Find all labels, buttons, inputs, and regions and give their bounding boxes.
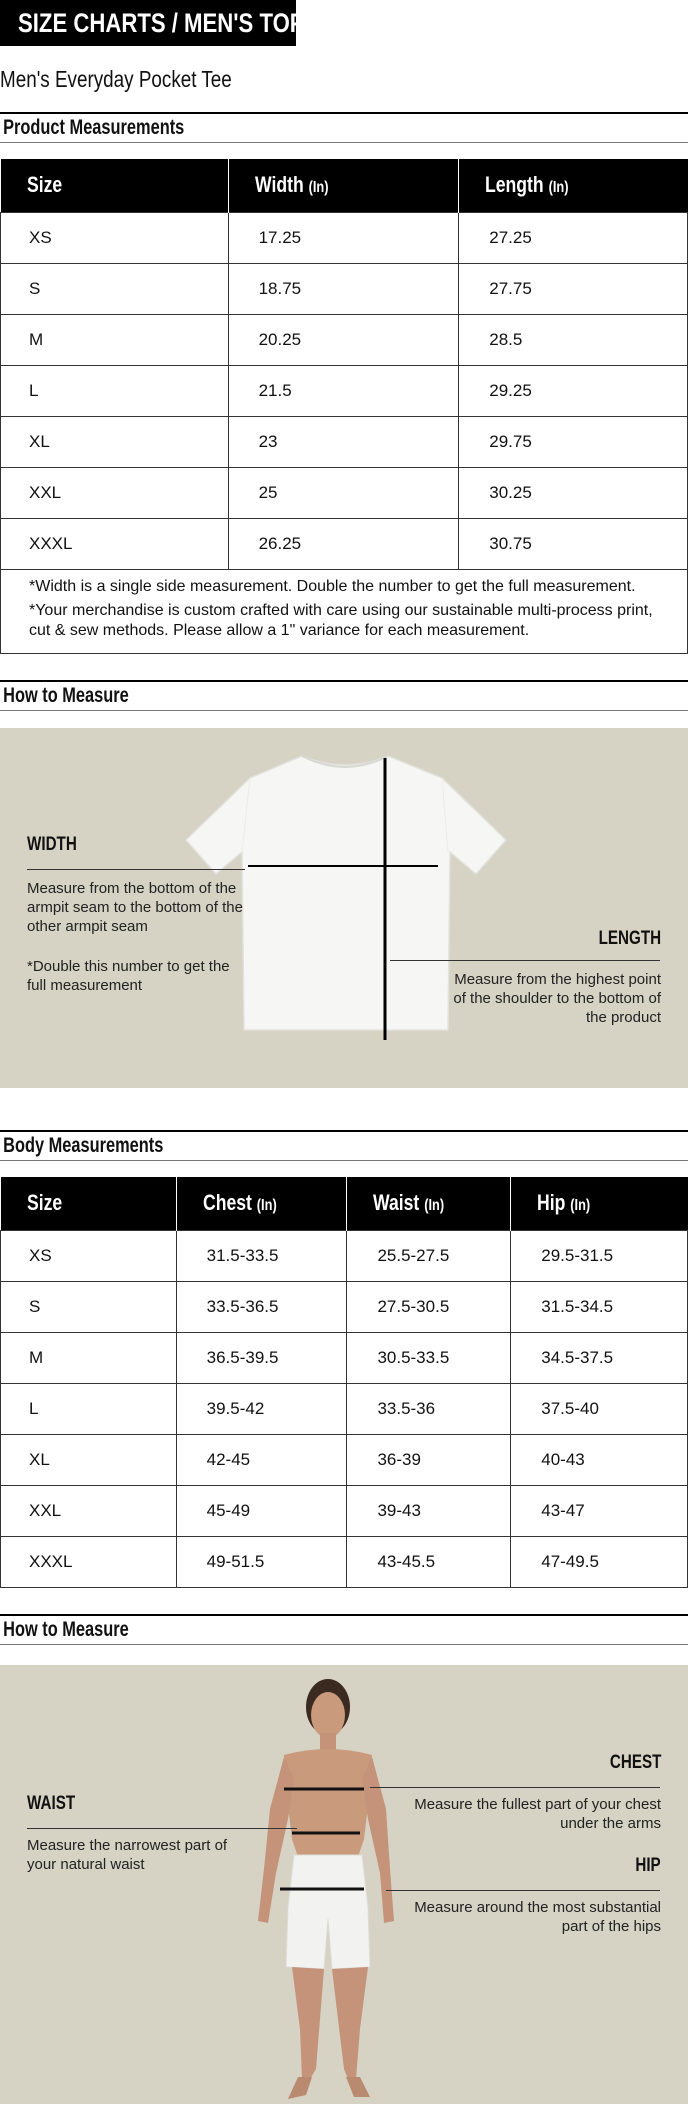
table-row (1, 365, 688, 416)
table-cell: 36-39 (347, 1434, 511, 1485)
measurement-notes (0, 569, 688, 654)
table-row (1, 518, 688, 569)
table-row (1, 1434, 688, 1485)
product-name: Men's Everyday Pocket Tee (0, 66, 232, 92)
table-cell: 29.75 (459, 416, 688, 467)
table-row (1, 212, 688, 263)
table-cell: 33.5-36.5 (176, 1281, 347, 1332)
tee-measure-panel (0, 728, 688, 1088)
how-to-measure-body-heading: How to Measure (0, 1614, 688, 1645)
table-cell: 39.5-42 (176, 1383, 347, 1434)
table-cell: 40-43 (511, 1434, 688, 1485)
table-cell: 49-51.5 (176, 1536, 347, 1587)
column-header-width: Width (In) (228, 159, 459, 212)
table-row (1, 1332, 688, 1383)
hip-label: HIP (635, 1855, 661, 1876)
table-cell: XXXL (1, 518, 229, 569)
table-cell: XS (1, 212, 229, 263)
table-row (1, 314, 688, 365)
table-cell: 25.5-27.5 (347, 1230, 511, 1281)
table-cell: 27.5-30.5 (347, 1281, 511, 1332)
table-cell: M (1, 314, 229, 365)
column-header-size: Size (1, 1177, 177, 1230)
table-cell: S (1, 1281, 177, 1332)
table-cell: 29.25 (459, 365, 688, 416)
table-cell: 18.75 (228, 263, 459, 314)
table-cell: 28.5 (459, 314, 688, 365)
how-to-measure-tee-heading: How to Measure (0, 680, 688, 711)
note-width: *Width is a single side measurement. Double the number to get the full measurement. (29, 578, 636, 595)
table-row (1, 1383, 688, 1434)
table-cell: 26.25 (228, 518, 459, 569)
table-cell: 23 (228, 416, 459, 467)
table-cell: 27.25 (459, 212, 688, 263)
column-header-chest: Chest (In) (176, 1177, 347, 1230)
table-cell: 42-45 (176, 1434, 347, 1485)
table-cell: 21.5 (228, 365, 459, 416)
table-row (1, 1536, 688, 1587)
length-label: LENGTH (598, 928, 661, 949)
body-measurements-heading: Body Measurements (0, 1130, 688, 1161)
body-measure-panel (0, 1665, 688, 2104)
table-cell: 17.25 (228, 212, 459, 263)
table-row (1, 1281, 688, 1332)
product-measurements-heading: Product Measurements (0, 112, 688, 143)
table-cell: 20.25 (228, 314, 459, 365)
table-cell: XS (1, 1230, 177, 1281)
table-cell: 31.5-34.5 (511, 1281, 688, 1332)
length-rule (390, 960, 660, 961)
note-variance: *Your merchandise is custom crafted with care using our sustainable multi-process print, cut & sew methods. Please allow a 1" variance for each measurement. (29, 602, 653, 639)
product-measurements-table (0, 159, 688, 570)
table-header-row (1, 1177, 688, 1230)
table-row (1, 1230, 688, 1281)
table-cell: 37.5-40 (511, 1383, 688, 1434)
table-cell: 25 (228, 467, 459, 518)
waist-label: WAIST (27, 1793, 76, 1814)
hip-text: Measure around the most substantial part of the hips (414, 1899, 661, 1935)
table-cell: M (1, 1332, 177, 1383)
table-cell: 31.5-33.5 (176, 1230, 347, 1281)
chest-label: CHEST (609, 1752, 661, 1773)
table-cell: 27.75 (459, 263, 688, 314)
table-cell: 45-49 (176, 1485, 347, 1536)
table-cell: XL (1, 416, 229, 467)
man-illustration-icon (240, 1669, 400, 2104)
table-cell: 30.75 (459, 518, 688, 569)
chest-text: Measure the fullest part of your chest under the arms (414, 1796, 661, 1832)
table-cell: 33.5-36 (347, 1383, 511, 1434)
waist-rule (27, 1828, 297, 1829)
body-measurements-table (0, 1177, 688, 1588)
column-header-waist: Waist (In) (347, 1177, 511, 1230)
table-row (1, 416, 688, 467)
column-header-length: Length (In) (459, 159, 688, 212)
length-text: Measure from the highest point of the shoulder to the bottom of the product (453, 971, 661, 1026)
table-header-row (1, 159, 688, 212)
table-cell: 36.5-39.5 (176, 1332, 347, 1383)
width-note: *Double this number to get the full measurement (27, 958, 230, 994)
table-cell: 43-45.5 (347, 1536, 511, 1587)
table-cell: XXL (1, 467, 229, 518)
table-row (1, 263, 688, 314)
column-header-size: Size (1, 159, 229, 212)
table-cell: XL (1, 1434, 177, 1485)
table-row (1, 1485, 688, 1536)
hip-rule (386, 1890, 660, 1891)
table-row (1, 467, 688, 518)
width-text: Measure from the bottom of the armpit seam to the bottom of the other armpit seam (27, 880, 243, 935)
table-cell: 47-49.5 (511, 1536, 688, 1587)
banner-title: SIZE CHARTS / MEN'S TOPS (18, 7, 320, 38)
table-cell: 30.5-33.5 (347, 1332, 511, 1383)
table-cell: L (1, 1383, 177, 1434)
table-cell: XXXL (1, 1536, 177, 1587)
table-cell: 34.5-37.5 (511, 1332, 688, 1383)
table-cell: 29.5-31.5 (511, 1230, 688, 1281)
table-cell: 39-43 (347, 1485, 511, 1536)
column-header-hip: Hip (In) (511, 1177, 688, 1230)
table-cell: 43-47 (511, 1485, 688, 1536)
table-cell: S (1, 263, 229, 314)
width-rule (27, 869, 245, 870)
table-cell: L (1, 365, 229, 416)
chest-rule (370, 1787, 660, 1788)
table-cell: 30.25 (459, 467, 688, 518)
page-banner (0, 0, 320, 46)
width-label: WIDTH (27, 834, 77, 855)
table-cell: XXL (1, 1485, 177, 1536)
waist-text: Measure the narrowest part of your natural waist (27, 1837, 228, 1873)
